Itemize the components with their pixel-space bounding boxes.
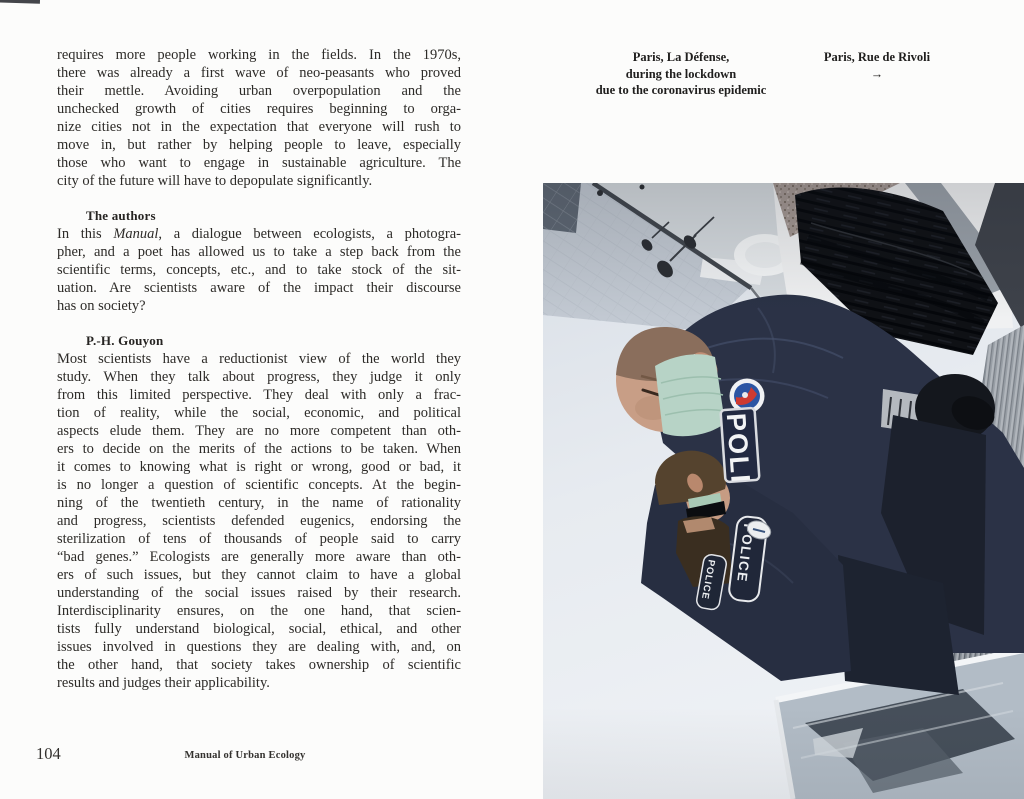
text-line: ers to decide on the merits of the actions to be taken. When [57,441,461,457]
text-line: nize cities not in the expectation that everyone will rush to [57,119,461,135]
text-line: unchecked growth of cities requires beginning to orga- [57,101,461,117]
text-line: study. When they talk about progress, they judge it only [57,369,461,385]
text-line: move in, but rather by helping people to leave, especially [57,137,461,153]
text-line: In this Manual, a dialogue between ecologists, a photogra- [57,226,461,242]
text-line: uation. Are scientists aware of the impact their discourse [57,280,461,296]
text-line: understanding of the social issues raised by their research. [57,585,461,601]
photo-tone-overlay [543,183,1024,799]
text-line: during the lockdown [625,66,737,81]
running-title: Manual of Urban Ecology [184,750,306,761]
left-page-text-column [57,46,461,692]
text-line: there was already a first wave of neo-peasants who proved [57,65,461,81]
paragraph [57,350,461,692]
photo-caption-rue-de-rivoli [777,49,977,82]
text-line: Paris, Rue de Rivoli [823,50,931,64]
text-line: the other hand, that society takes ownership of scientific [57,657,461,673]
text-line: scientific terms, concepts, etc., and to take stock of the sit- [57,262,461,278]
text-line: sterilization of tens of thousands of people said to carry [57,531,461,547]
section-heading-gouyon: P.-H. Gouyon [86,333,164,348]
text-line: and progress, scientists defended eugenics, endorsing the [57,513,461,529]
section-heading-authors: The authors [86,208,156,223]
text-line: has on society? [57,298,146,314]
text-line: results and judges their applicability. [57,675,270,691]
text-line: tion of reality, while the social, economic, and political [57,405,461,421]
text-line: due to the coronavirus epidemic [595,83,767,97]
photo-caption-la-defense [551,49,811,99]
text-line: those who want to engage in sustainable agriculture. The [57,155,461,171]
police-photograph [543,183,1024,799]
text-line: Interdisciplinarity ensures, on the one hand, that scien- [57,603,461,619]
text-line: requires more people working in the fields. In the 1970s, [57,47,461,63]
text-line: issues involved in questions they are dealing with, and, on [57,639,461,655]
text-line: Most scientists have a reductionist view of the world they [57,351,461,367]
text-line: ning of the twentieth century, in the name of rationality [57,495,461,511]
paragraph [57,225,461,315]
text-line: “bad genes.” Ecologists are generally more aware than oth- [57,549,461,565]
text-line: ers of such issues, but they cannot claim to have a global [57,567,461,583]
page-number: 104 [36,744,61,763]
scan-corner-artifact [0,0,40,4]
text-line: city of the future will have to depopulate significantly. [57,173,373,189]
text-line: pher, and a poet has allowed us to take a step back from the [57,244,461,260]
text-line: is no longer a question of scientific concepts. At the begin- [57,477,461,493]
text-line: → [870,66,884,81]
photo-canvas [543,183,1024,799]
text-line: tists fully understand biological, social, ethical, and other [57,621,461,637]
text-line: aspects elude them. They are no more competent than oth- [57,423,461,439]
text-line: Paris, La Défense, [632,50,730,64]
paragraph [57,46,461,190]
text-line: from this limited perspective. They deal with only a frac- [57,387,461,403]
text-line: it comes to knowing what is right or wrong, good or bad, it [57,459,461,475]
text-line: their mettle. Avoiding urban overpopulation and the [57,83,461,99]
